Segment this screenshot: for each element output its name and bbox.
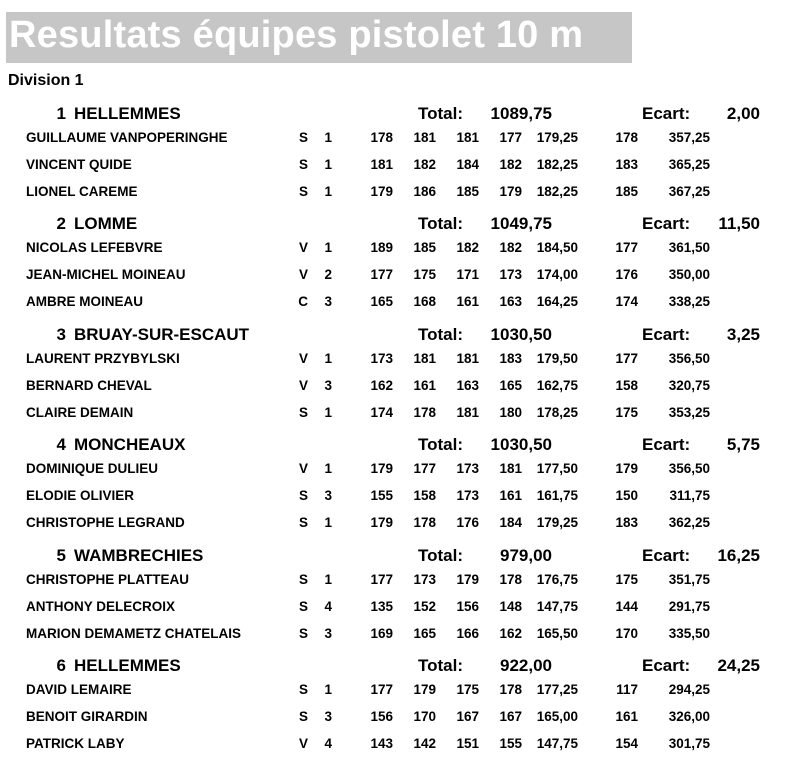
series-4: 184 [499,515,522,530]
series-2: 165 [413,626,436,641]
series-1: 156 [370,709,393,724]
series-1: 177 [370,572,393,587]
series-2: 170 [413,709,436,724]
series-1: 165 [370,294,393,309]
series-3: 179 [456,572,479,587]
team-rank: 1 [56,104,66,123]
team-rank: 4 [56,435,66,454]
shooter-name: DOMINIQUE DULIEU [26,461,159,476]
average-score: 179,50 [536,351,578,366]
average-score: 147,75 [536,599,578,614]
shooter-number: 3 [324,709,332,724]
series-3: 173 [456,461,479,476]
combined-score: 338,25 [668,294,710,309]
series-4: 178 [499,682,522,697]
table-row [0,267,808,287]
shooter-number: 1 [324,572,332,587]
team-total: 1049,75 [490,214,552,233]
shooter-name: BENOIT GIRARDIN [26,709,148,724]
shooter-category: V [298,267,308,282]
series-3: 184 [456,157,479,172]
average-score: 174,00 [536,267,578,282]
extra-score: 170 [615,626,638,641]
average-score: 161,75 [536,488,578,503]
combined-score: 350,00 [668,267,710,282]
ecart-label: Ecart: [642,435,691,454]
division-heading: Division 1 [8,72,84,89]
shooter-category: S [298,488,308,503]
combined-score: 320,75 [668,378,710,393]
shooter-name: ELODIE OLIVIER [26,488,135,503]
series-2: 175 [413,267,436,282]
average-score: 178,25 [536,405,578,420]
extra-score: 183 [615,157,638,172]
shooter-number: 1 [324,351,332,366]
shooter-name: AMBRE MOINEAU [26,294,143,309]
team-rank: 5 [56,546,66,565]
shooter-category: S [298,515,308,530]
shooter-category: V [298,240,308,255]
extra-score: 176 [615,267,638,282]
series-1: 179 [370,461,393,476]
shooter-category: S [298,405,308,420]
extra-score: 117 [616,682,638,697]
ecart-label: Ecart: [642,546,691,565]
table-row [0,461,808,481]
table-row [0,572,808,592]
series-3: 167 [456,709,479,724]
series-2: 186 [413,184,436,199]
series-1: 178 [370,130,393,145]
extra-score: 150 [615,488,638,503]
series-4: 179 [499,184,522,199]
series-1: 177 [370,267,393,282]
series-1: 135 [370,599,393,614]
series-1: 174 [370,405,393,420]
series-2: 178 [413,405,436,420]
team-name: LOMME [74,214,138,233]
shooter-category: C [298,294,308,309]
total-label: Total: [418,656,464,675]
shooter-number: 1 [324,515,332,530]
title-banner [6,12,632,63]
shooter-category: S [298,572,308,587]
average-score: 177,50 [536,461,578,476]
team-ecart: 2,00 [726,104,760,123]
series-4: 173 [499,267,522,282]
extra-score: 158 [615,378,638,393]
shooter-number: 1 [324,240,332,255]
table-row [0,682,808,702]
shooter-category: S [298,682,308,697]
series-4: 177 [499,130,522,145]
team-header [0,325,808,349]
series-3: 181 [456,130,479,145]
shooter-category: S [298,157,308,172]
shooter-name: ANTHONY DELECROIX [26,599,176,614]
average-score: 179,25 [536,515,578,530]
combined-score: 301,75 [668,736,710,751]
team-name: BRUAY-SUR-ESCAUT [74,325,250,344]
shooter-category: S [298,709,308,724]
team-ecart: 3,25 [726,325,760,344]
average-score: 182,25 [536,184,578,199]
total-label: Total: [418,214,464,233]
table-row [0,405,808,425]
team-name: HELLEMMES [74,104,181,123]
series-1: 143 [370,736,393,751]
series-4: 182 [499,240,522,255]
shooter-number: 1 [324,461,332,476]
series-2: 152 [413,599,436,614]
shooter-name: NICOLAS LEFEBVRE [26,240,163,255]
combined-score: 356,50 [668,461,710,476]
shooter-name: CLAIRE DEMAIN [26,405,134,420]
table-row [0,709,808,729]
table-row [0,736,808,756]
shooter-name: MARION DEMAMETZ CHATELAIS [26,626,241,641]
table-row [0,515,808,535]
extra-score: 174 [615,294,638,309]
team-name: MONCHEAUX [74,435,186,454]
team-ecart: 24,25 [717,656,760,675]
team-rank: 6 [56,656,66,675]
combined-score: 311,75 [669,488,710,503]
table-row [0,294,808,314]
series-1: 179 [370,515,393,530]
series-1: 189 [370,240,393,255]
extra-score: 177 [615,351,638,366]
combined-score: 357,25 [668,130,710,145]
combined-score: 353,25 [668,405,710,420]
series-2: 168 [413,294,436,309]
shooter-number: 4 [324,736,332,751]
series-2: 179 [413,682,436,697]
team-name: HELLEMMES [74,656,181,675]
shooter-name: LAURENT PRZYBYLSKI [26,351,180,366]
series-4: 178 [499,572,522,587]
series-4: 148 [499,599,522,614]
series-4: 183 [499,351,522,366]
extra-score: 177 [615,240,638,255]
series-2: 182 [413,157,436,172]
shooter-category: S [298,599,308,614]
series-4: 165 [499,378,522,393]
shooter-name: PATRICK LABY [26,736,125,751]
series-4: 180 [499,405,522,420]
series-3: 166 [456,626,479,641]
shooter-number: 1 [324,130,332,145]
team-rank: 3 [56,325,66,344]
team-ecart: 16,25 [717,546,760,565]
series-4: 163 [499,294,522,309]
series-3: 175 [456,682,479,697]
series-1: 177 [370,682,393,697]
series-3: 181 [456,351,479,366]
table-row [0,130,808,150]
series-2: 142 [413,736,436,751]
series-3: 151 [456,736,479,751]
combined-score: 365,25 [668,157,710,172]
table-row [0,378,808,398]
table-row [0,157,808,177]
average-score: 165,00 [536,709,578,724]
series-1: 181 [370,157,393,172]
combined-score: 294,25 [668,682,710,697]
table-row [0,488,808,508]
ecart-label: Ecart: [642,656,691,675]
average-score: 147,75 [536,736,578,751]
team-ecart: 5,75 [726,435,760,454]
team-header [0,214,808,238]
series-3: 185 [456,184,479,199]
series-1: 155 [370,488,393,503]
total-label: Total: [418,325,464,344]
team-ecart: 11,50 [718,214,760,233]
shooter-name: DAVID LEMAIRE [26,682,132,697]
extra-score: 144 [615,599,638,614]
shooter-category: V [298,351,308,366]
series-4: 162 [499,626,522,641]
ecart-label: Ecart: [642,325,691,344]
extra-score: 161 [615,709,638,724]
team-name: WAMBRECHIES [74,546,204,565]
average-score: 184,50 [536,240,578,255]
team-rank: 2 [56,214,66,233]
series-2: 158 [413,488,436,503]
team-header [0,104,808,128]
shooter-category: S [298,130,308,145]
team-total: 1089,75 [490,104,552,123]
shooter-name: BERNARD CHEVAL [26,378,152,393]
average-score: 177,25 [536,682,578,697]
shooter-category: S [298,626,308,641]
series-4: 155 [499,736,522,751]
shooter-category: S [298,184,308,199]
series-2: 181 [413,351,436,366]
series-2: 178 [413,515,436,530]
average-score: 165,50 [536,626,578,641]
combined-score: 361,50 [668,240,710,255]
series-4: 167 [499,709,522,724]
team-header [0,435,808,459]
extra-score: 175 [615,405,638,420]
shooter-number: 3 [324,626,332,641]
average-score: 164,25 [536,294,578,309]
shooter-name: VINCENT QUIDE [26,157,132,172]
series-4: 181 [499,461,522,476]
shooter-category: V [298,461,308,476]
average-score: 179,25 [536,130,578,145]
series-1: 162 [370,378,393,393]
ecart-label: Ecart: [642,214,691,233]
extra-score: 179 [615,461,638,476]
series-1: 173 [370,351,393,366]
table-row [0,351,808,371]
shooter-name: JEAN-MICHEL MOINEAU [26,267,186,282]
series-4: 182 [499,157,522,172]
series-3: 182 [456,240,479,255]
shooter-number: 2 [324,267,332,282]
ecart-label: Ecart: [642,104,691,123]
shooter-name: LIONEL CAREME [26,184,138,199]
extra-score: 185 [615,184,638,199]
extra-score: 178 [615,130,638,145]
shooter-name: CHRISTOPHE LEGRAND [26,515,185,530]
shooter-number: 3 [324,294,332,309]
total-label: Total: [418,435,464,454]
combined-score: 351,75 [668,572,710,587]
series-3: 176 [456,515,479,530]
series-3: 173 [456,488,479,503]
series-3: 156 [456,599,479,614]
table-row [0,599,808,619]
total-label: Total: [418,104,464,123]
series-2: 177 [413,461,436,476]
series-2: 185 [413,240,436,255]
shooter-number: 1 [324,405,332,420]
table-row [0,184,808,204]
combined-score: 291,75 [668,599,710,614]
series-4: 161 [499,488,522,503]
team-total: 922,00 [500,656,552,675]
shooter-number: 4 [324,599,332,614]
shooter-name: CHRISTOPHE PLATTEAU [26,572,190,587]
shooter-number: 1 [324,157,332,172]
team-total: 1030,50 [490,325,552,344]
team-header [0,656,808,680]
total-label: Total: [418,546,464,565]
series-2: 181 [413,130,436,145]
page-title: Resultats équipes pistolet 10 m [9,14,584,56]
extra-score: 183 [615,515,638,530]
average-score: 162,75 [536,378,578,393]
series-3: 171 [456,267,479,282]
series-1: 169 [370,626,393,641]
extra-score: 175 [615,572,638,587]
combined-score: 367,25 [668,184,710,199]
combined-score: 326,00 [668,709,710,724]
average-score: 182,25 [536,157,578,172]
series-1: 179 [370,184,393,199]
shooter-number: 3 [324,488,332,503]
team-header [0,546,808,570]
shooter-name: GUILLAUME VANPOPERINGHE [26,130,228,145]
team-total: 1030,50 [490,435,552,454]
shooter-category: V [298,736,308,751]
shooter-number: 1 [324,184,332,199]
combined-score: 356,50 [668,351,710,366]
shooter-number: 3 [324,378,332,393]
combined-score: 335,50 [668,626,710,641]
series-3: 181 [456,405,479,420]
series-2: 173 [413,572,436,587]
series-3: 161 [456,294,479,309]
shooter-category: V [298,378,308,393]
table-row [0,240,808,260]
series-3: 163 [456,378,479,393]
table-row [0,626,808,646]
series-2: 161 [413,378,436,393]
team-total: 979,00 [500,546,552,565]
average-score: 176,75 [536,572,578,587]
shooter-number: 1 [324,682,332,697]
extra-score: 154 [615,736,638,751]
combined-score: 362,25 [668,515,710,530]
